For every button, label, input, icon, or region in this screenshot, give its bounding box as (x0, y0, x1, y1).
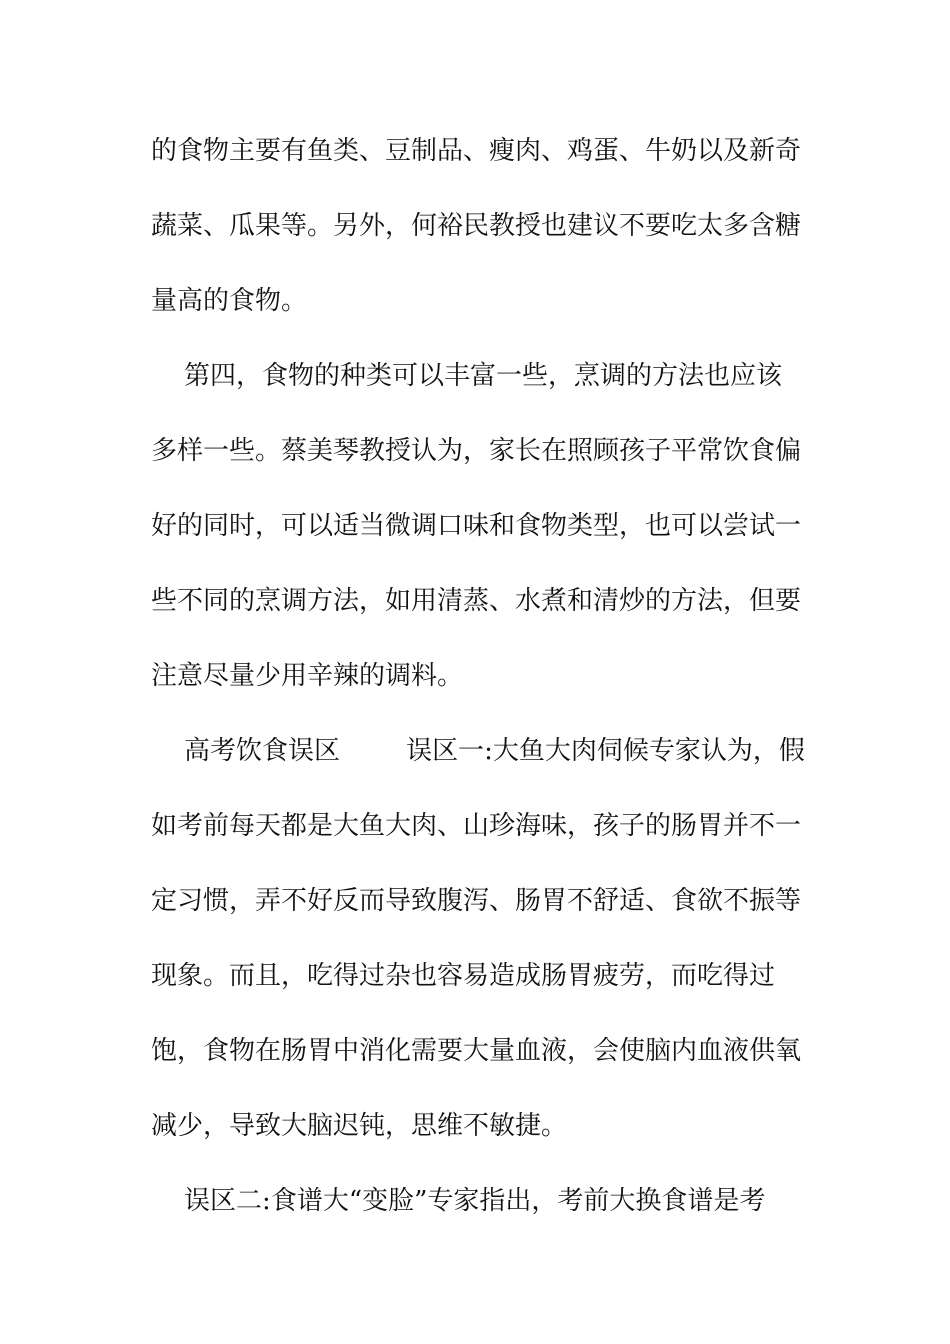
text-line: 些不同的烹调方法，如用清蒸、水煮和清炒的方法，但要 (151, 586, 802, 616)
text-line: 量高的食物。 (151, 286, 308, 316)
text-line: 蔬菜、瓜果等。另外，何裕民教授也建议不要吃太多含糖 (151, 211, 802, 241)
text-line: 现象。而且，吃得过杂也容易造成肠胃疲劳，而吃得过 (151, 961, 776, 991)
text-line: 注意尽量少用辛辣的调料。 (151, 661, 464, 691)
text-line: 的食物主要有鱼类、豆制品、瘦肉、鸡蛋、牛奶以及新奇 (151, 136, 802, 166)
text-line: 定习惯，弄不好反而导致腹泻、肠胃不舒适、食欲不振等 (151, 886, 802, 916)
text-line: 第四，食物的种类可以丰富一些，烹调的方法也应该 (151, 361, 783, 391)
text-line: 如考前每天都是大鱼大肉、山珍海味，孩子的肠胃并不一 (151, 811, 802, 841)
text-line: 好的同时，可以适当微调口味和食物类型，也可以尝试一 (151, 511, 802, 541)
text-line: 减少，导致大脑迟钝，思维不敏捷。 (151, 1111, 568, 1141)
text-line: 误区二:食谱大“变脸”专家指出，考前大换食谱是考 (151, 1186, 766, 1216)
text-line: 多样一些。蔡美琴教授认为，家长在照顾孩子平常饮食偏 (151, 436, 802, 466)
text-line: 高考饮食误区 误区一:大鱼大肉伺候专家认为，假 (151, 736, 805, 766)
text-line: 饱，食物在肠胃中消化需要大量血液，会使脑内血液供氧 (151, 1036, 802, 1066)
